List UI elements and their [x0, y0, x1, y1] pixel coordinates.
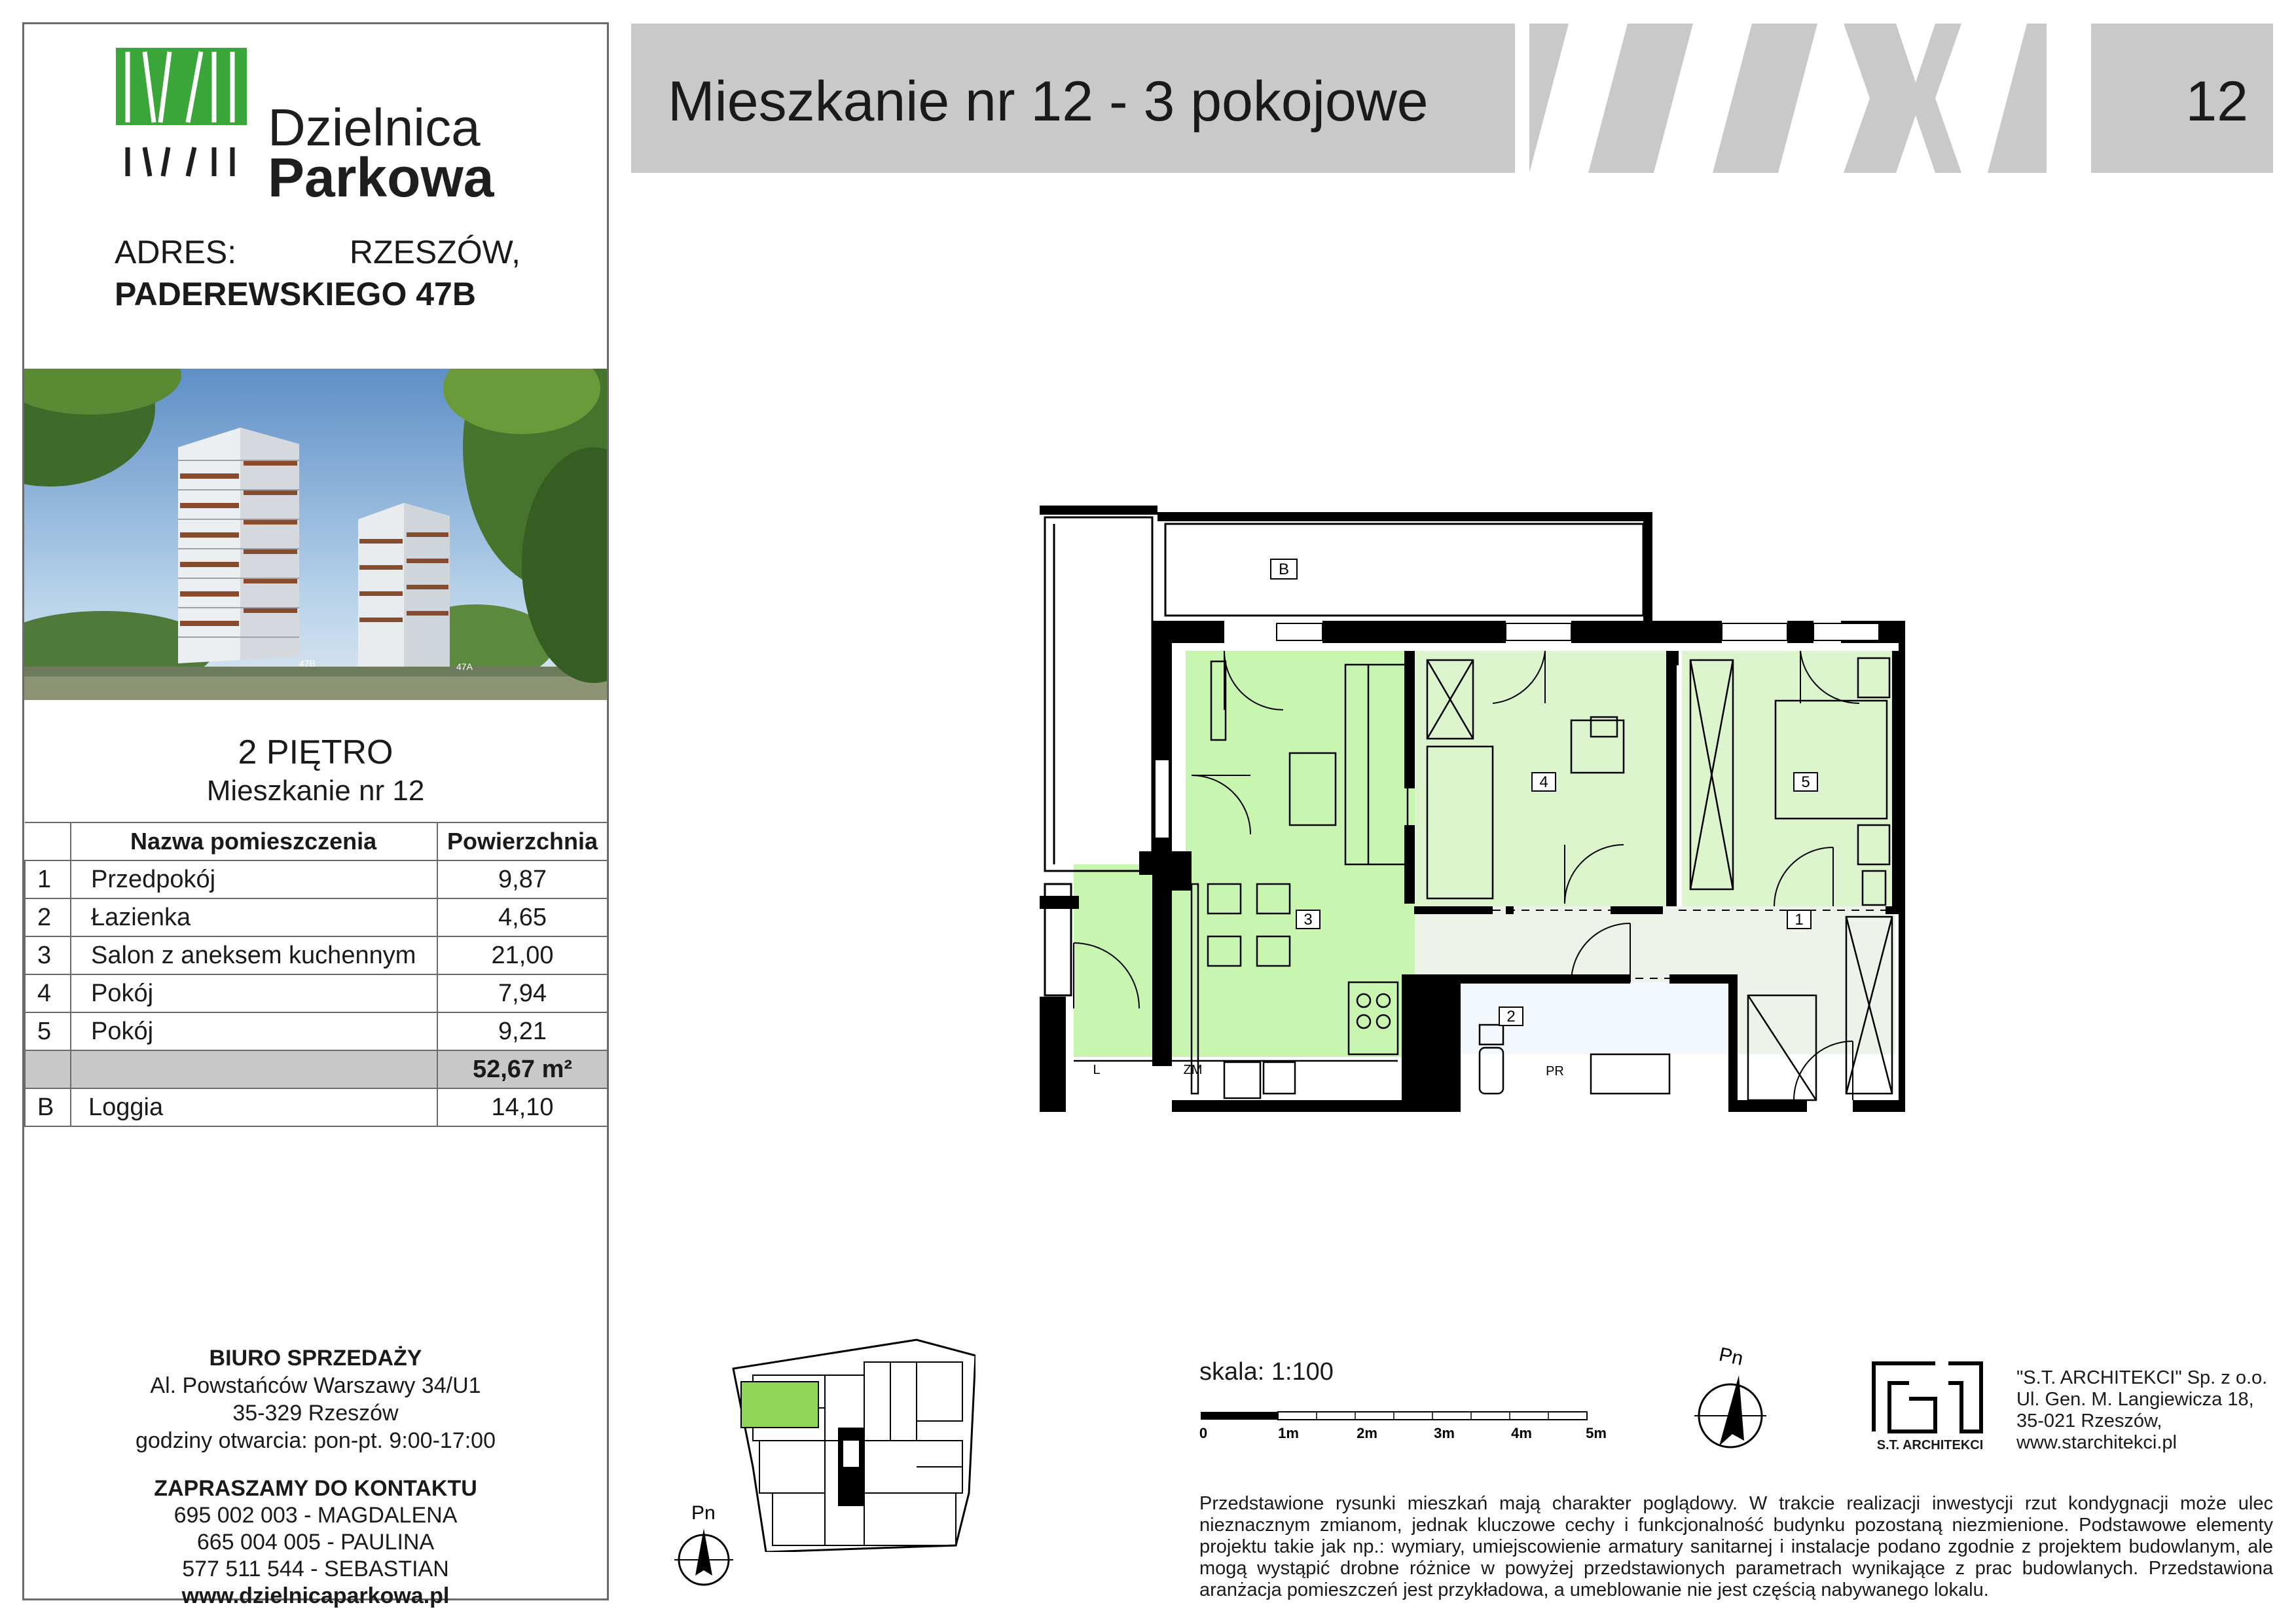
room-number: 2	[25, 898, 71, 936]
total-area: 52,67 m²	[437, 1050, 608, 1088]
contact-phone[interactable]: 665 004 005 - PAULINA	[196, 1530, 435, 1555]
apartment-subtitle: Mieszkanie nr 12	[206, 775, 425, 807]
building-label-47a: 47A	[456, 661, 473, 672]
contact-phone[interactable]: 577 511 544 - SEBASTIAN	[182, 1557, 449, 1581]
north-arrow-icon	[1681, 1342, 1779, 1454]
table-total-row	[25, 1050, 608, 1088]
scale-label: skala: 1:100	[1199, 1358, 1334, 1386]
empty-cell	[71, 1050, 437, 1088]
info-panel	[22, 22, 609, 1608]
table-row	[25, 1012, 608, 1050]
brand-name-line2: Parkowa	[268, 147, 494, 208]
room-name: Pokój	[71, 1012, 437, 1050]
sales-office-city: 35-329 Rzeszów	[232, 1401, 399, 1426]
architect-website-link[interactable]: www.starchitekci.pl	[2016, 1432, 2177, 1453]
north-arrow-small-icon	[668, 1497, 740, 1589]
room-number: 5	[25, 1012, 71, 1050]
header-title-box	[631, 24, 1515, 173]
architect-line: 35-021 Rzeszów,	[2016, 1411, 2162, 1431]
floor-title: 2 PIĘTRO	[238, 733, 393, 771]
sales-office-block	[24, 1344, 607, 1454]
table-header-cell	[25, 822, 71, 860]
room-area: 21,00	[437, 936, 608, 974]
building-label-47b: 47B	[299, 658, 316, 669]
kitchen-area	[1074, 864, 1192, 1057]
contact-phone[interactable]: 695 002 003 - MAGDALENA	[173, 1503, 458, 1528]
room-tag-2: 2	[1506, 1008, 1516, 1025]
address-city: RZESZÓW,	[349, 234, 520, 270]
room-name: Loggia	[71, 1088, 437, 1126]
address-street: PADEREWSKIEGO 47B	[115, 276, 476, 312]
room-area-table	[24, 822, 608, 1127]
room-name: Salon z aneksem kuchennym	[71, 936, 437, 974]
table-row	[25, 898, 608, 936]
room-tag-3: 3	[1303, 911, 1313, 929]
living-room-area	[1186, 651, 1415, 1057]
compass-label: Pn	[1717, 1343, 1745, 1370]
table-row	[25, 1088, 608, 1126]
architect-line: Ul. Gen. M. Langiewicza 18,	[2016, 1389, 2254, 1410]
room-area: 9,87	[437, 860, 608, 898]
architect-line: "S.T. ARCHITEKCI" Sp. z o.o.	[2016, 1367, 2268, 1388]
brand-name-line1: Dzielnica	[268, 98, 481, 157]
brand-mark-icon	[116, 48, 247, 179]
disclaimer-text: Przedstawione rysunki mieszkań mają charakter poglądowy. W trakcie realizacji inwestycji rzut kondygnacji może ulec nieznacznym zmianom, jednak kluczowe cechy i funkcjonalność budynku pozostaną niezmienione. Podstawowe elementy projektu takie jak np.: wymiary, umiejscowienie armatury sanitarnej i instalacje podano zgodnie z projektem budowlanym, ale mogą wystąpić drobne różnice w powyżej przedstawionych parametrach wynikające z prac budowlanych. Przedstawiona aranżacja pomieszczeń jest przykładowa, a umeblowanie nie jest częścią nabywanego lokalu.	[1199, 1493, 2273, 1600]
fixture-label-pr: PR	[1546, 1064, 1564, 1079]
empty-cell	[25, 1050, 71, 1088]
room-number: 4	[25, 974, 71, 1012]
table-header-cell: Powierzchnia	[437, 822, 608, 860]
scale-tick-label: 3m	[1434, 1425, 1455, 1441]
scale-tick-label: 2m	[1357, 1425, 1377, 1441]
scale-tick-label: 5m	[1586, 1425, 1607, 1441]
sales-office-hours: godziny otwarcia: pon-pt. 9:00-17:00	[135, 1428, 496, 1453]
room-number: 1	[25, 860, 71, 898]
compass-label-small: Pn	[691, 1502, 716, 1524]
address-block	[115, 231, 520, 315]
building-render-photo	[24, 369, 607, 700]
fixture-label-zm: ZM	[1183, 1063, 1203, 1077]
room-number: 3	[25, 936, 71, 974]
brand-logo	[116, 48, 535, 208]
table-header-row	[25, 822, 608, 860]
table-row	[25, 974, 608, 1012]
room-area: 4,65	[437, 898, 608, 936]
table-row	[25, 860, 608, 898]
architect-info	[2016, 1367, 2267, 1454]
scale-bar	[1195, 1408, 1614, 1454]
room-area: 14,10	[437, 1088, 608, 1126]
scale-tick-label: 0	[1199, 1425, 1208, 1441]
room-tag-b: B	[1278, 561, 1290, 578]
room-name: Łazienka	[71, 898, 437, 936]
address-label: ADRES:	[115, 234, 237, 270]
header-bar	[631, 24, 2273, 173]
apartment-number: 12	[2185, 70, 2248, 133]
contact-block	[24, 1475, 607, 1610]
room-tag-1: 1	[1795, 911, 1804, 929]
room-tag-5: 5	[1801, 773, 1810, 791]
sales-office-street: Al. Powstańców Warszawy 34/U1	[150, 1373, 481, 1398]
room-name: Pokój	[71, 974, 437, 1012]
architect-logo-icon	[1870, 1359, 1988, 1477]
fixture-label-l: L	[1093, 1063, 1101, 1077]
website-link[interactable]: www.dzielnicaparkowa.pl	[181, 1583, 450, 1608]
page-title: Mieszkanie nr 12 - 3 pokojowe	[668, 70, 1429, 133]
room-name: Przedpokój	[71, 860, 437, 898]
site-plan-key	[727, 1336, 975, 1552]
room-area: 9,21	[437, 1012, 608, 1050]
room-number: B	[25, 1088, 71, 1126]
table-row	[25, 936, 608, 974]
room-area: 7,94	[437, 974, 608, 1012]
scale-tick-label: 1m	[1278, 1425, 1299, 1441]
contact-title: ZAPRASZAMY DO KONTAKTU	[154, 1476, 477, 1501]
scale-tick-label: 4m	[1511, 1425, 1532, 1441]
table-header-cell: Nazwa pomieszczenia	[71, 822, 437, 860]
sales-office-title: BIURO SPRZEDAŻY	[209, 1346, 422, 1371]
floor-plan	[1034, 498, 1905, 1120]
header-number-box	[2091, 24, 2273, 173]
room-tag-4: 4	[1539, 773, 1548, 791]
header-stripes-decoration	[1529, 24, 2047, 173]
architect-logo-caption: S.T. ARCHITEKCI	[1876, 1438, 1984, 1452]
